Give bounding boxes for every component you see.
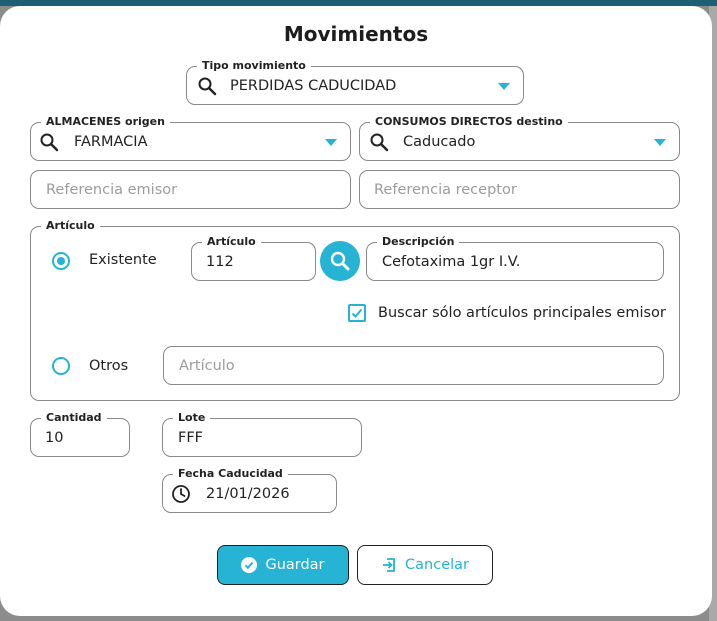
search-icon xyxy=(39,132,59,152)
existente-label: Existente xyxy=(89,252,157,268)
almacenes-origen-select[interactable] xyxy=(30,115,351,161)
cantidad-input[interactable] xyxy=(30,411,130,457)
fecha-caducidad-label: Fecha Caducidad xyxy=(173,467,288,481)
tipo-movimiento-label: Tipo movimiento xyxy=(197,59,311,73)
clock-icon[interactable] xyxy=(171,484,191,504)
otros-articulo-placeholder: Artículo xyxy=(179,357,235,374)
consumos-destino-label: CONSUMOS DIRECTOS destino xyxy=(370,115,568,129)
referencia-receptor-input[interactable] xyxy=(359,170,680,209)
search-articulo-button[interactable] xyxy=(320,241,360,281)
lote-input[interactable] xyxy=(162,411,362,457)
buscar-principales-label: Buscar sólo artículos principales emisor xyxy=(378,305,666,321)
movimientos-dialog xyxy=(0,6,712,616)
dialog-title: Movimientos xyxy=(283,22,429,46)
search-icon xyxy=(197,76,217,96)
descripcion-input[interactable] xyxy=(366,235,664,281)
cantidad-value: 10 xyxy=(45,429,64,446)
otros-articulo-input[interactable] xyxy=(163,346,664,385)
articulo-code-input[interactable] xyxy=(191,235,316,281)
consumos-destino-select[interactable] xyxy=(359,115,680,161)
radio-existente[interactable] xyxy=(52,252,70,270)
lote-label: Lote xyxy=(173,411,210,425)
tipo-movimiento-select[interactable] xyxy=(186,59,524,105)
search-icon xyxy=(369,132,389,152)
cancelar-label: Cancelar xyxy=(405,557,469,573)
referencia-emisor-placeholder: Referencia emisor xyxy=(46,181,178,198)
fecha-caducidad-input[interactable] xyxy=(162,467,337,513)
fecha-caducidad-value: 21/01/2026 xyxy=(206,485,290,502)
otros-label: Otros xyxy=(89,358,129,374)
lote-value: FFF xyxy=(178,429,204,446)
articulo-code-label: Artículo xyxy=(202,235,261,249)
check-icon xyxy=(350,306,364,320)
chevron-down-icon[interactable] xyxy=(498,83,510,90)
almacenes-origen-value: FARMACIA xyxy=(74,133,148,150)
check-circle-icon xyxy=(241,557,257,573)
cantidad-label: Cantidad xyxy=(41,411,107,425)
buscar-principales-checkbox[interactable] xyxy=(348,304,366,322)
cancelar-button[interactable] xyxy=(357,545,493,585)
descripcion-value: Cefotaxima 1gr I.V. xyxy=(382,253,521,270)
guardar-label: Guardar xyxy=(265,557,325,573)
exit-icon xyxy=(381,557,397,573)
tipo-movimiento-value: PERDIDAS CADUCIDAD xyxy=(230,77,397,94)
search-icon xyxy=(320,241,360,281)
articulo-group xyxy=(30,219,680,401)
referencia-receptor-placeholder: Referencia receptor xyxy=(374,181,517,198)
chevron-down-icon[interactable] xyxy=(325,139,337,146)
chevron-down-icon[interactable] xyxy=(654,139,666,146)
consumos-destino-value: Caducado xyxy=(403,133,476,150)
referencia-emisor-input[interactable] xyxy=(30,170,351,209)
articulo-code-value: 112 xyxy=(206,253,234,270)
descripcion-label: Descripción xyxy=(377,235,459,249)
articulo-group-label: Artículo xyxy=(41,219,100,233)
radio-otros[interactable] xyxy=(52,357,70,375)
guardar-button[interactable] xyxy=(217,545,349,585)
almacenes-origen-label: ALMACENES origen xyxy=(41,115,170,129)
